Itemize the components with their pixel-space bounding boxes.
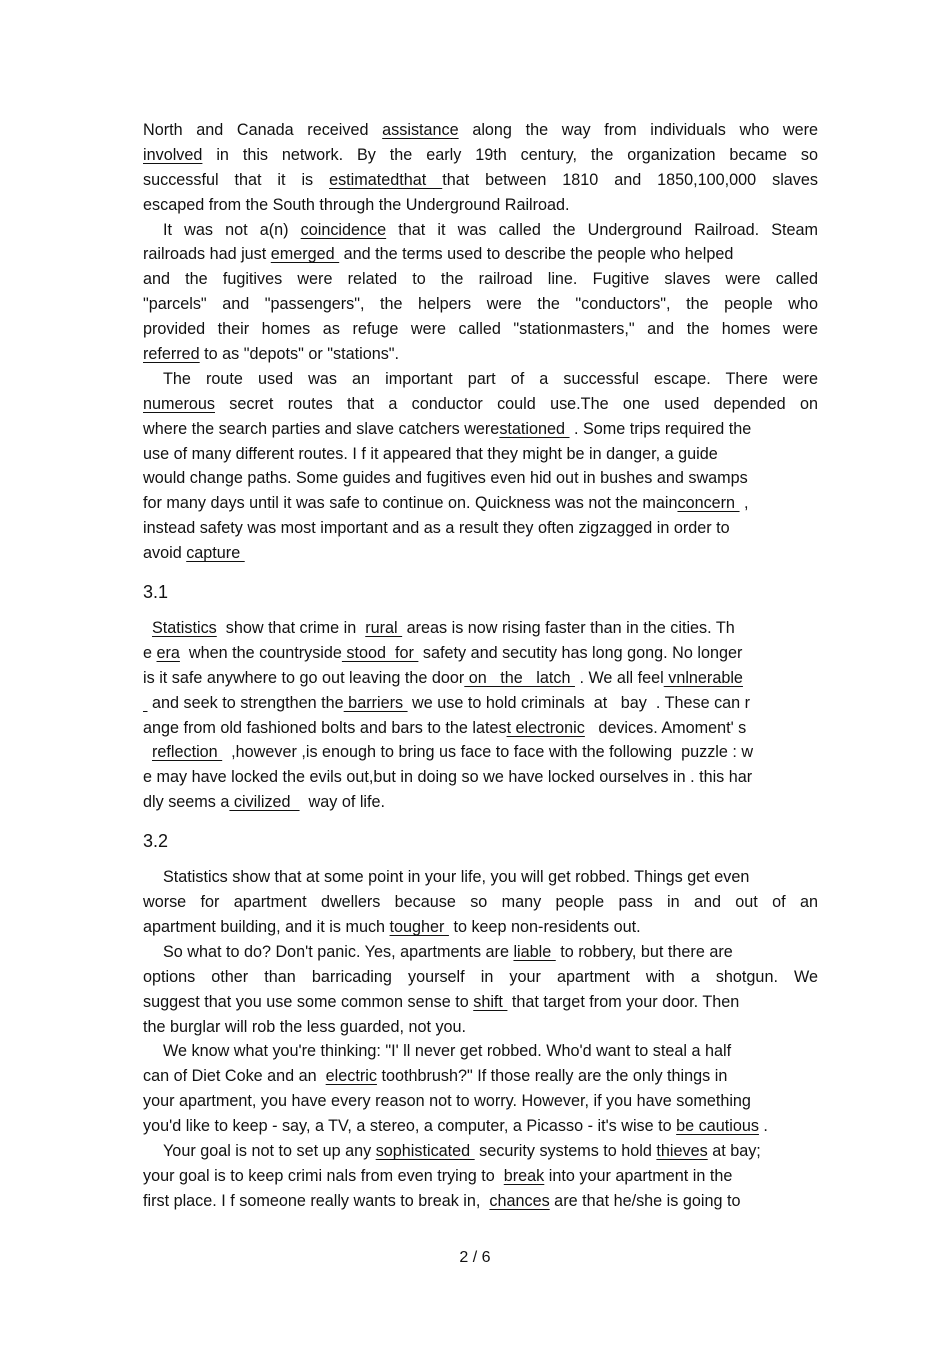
text-line [143,790,818,815]
underlined-answer: coincidence [300,220,387,239]
text-run: way of life. [299,793,386,812]
text-line [143,1114,818,1139]
underlined-answer: chances [489,1191,550,1210]
text-line [143,965,818,990]
underlined-answer: estimatedthat [329,170,443,189]
text-run: that target from your door. Then [507,992,740,1011]
text-run: options other than barricading yourself in your apartment with a shotgun. We [143,967,818,986]
text-run: to robbery, but there are [555,942,733,961]
text-run: ange from old fashioned bolts and bars to the lates [143,718,507,737]
underlined-answer: sophisticated [375,1141,475,1160]
text-line [143,417,818,442]
text-line [143,1164,818,1189]
text-run: can of Diet Coke and an [143,1067,326,1086]
text-run: security systems to hold [474,1141,657,1160]
underlined-answer: rural [365,619,403,638]
text-run: avoid [143,544,187,563]
text-line [143,491,818,516]
underlined-answer: referred [143,345,200,364]
text-run: toothbrush?" If those really are the only things in [376,1067,728,1086]
text-line [143,118,818,143]
underlined-answer: stood for [341,643,419,662]
text-line [143,666,818,691]
text-run: you'd like to keep - say, a TV, a stereo, a computer, a Picasso - it's wise to [143,1117,677,1136]
text-run: your goal is to keep crimi nals from even trying to [143,1166,504,1185]
text-run: your apartment, you have every reason not to worry. However, if you have something [143,1092,751,1111]
text-line [143,466,818,491]
text-line [143,1015,818,1040]
text-line [143,292,818,317]
text-line [143,1039,818,1064]
underlined-answer: be cautious [676,1117,759,1136]
text-line [143,691,818,716]
page-number: 2 / 6 [459,1249,491,1266]
text-line [143,740,818,765]
underlined-answer: liable [513,942,556,961]
text-run: devices. Amoment' s [584,718,747,737]
text-line [143,367,818,392]
text-run: It was not a(n) [163,220,301,239]
text-run: is it safe anywhere to go out leaving the door [143,668,465,687]
text-run: first place. I f someone really wants to break in, [143,1191,490,1210]
text-run: suggest that you use some common sense to [143,992,474,1011]
text-line [143,641,818,666]
underlined-answer: electric [325,1067,377,1086]
text-run: areas is now rising faster than in the cities. Th [402,619,735,638]
text-run: North and Canada received [143,121,383,139]
text-run: where the search parties and slave catchers were [143,419,500,438]
underlined-answer: vnlnerable [663,668,743,687]
text-run [143,619,152,637]
text-run: provided their homes as refuge were called "stationmasters," and the homes were [143,320,818,339]
text-run: The route used was an important part of a successful escape. There were [163,369,818,388]
text-run: are that he/she is going to [549,1191,741,1210]
text-run: along the way from individuals who were [458,121,818,139]
text-run: to as "depots" or "stations". [199,345,400,364]
text-run: and the terms used to describe the people who helped [339,245,734,264]
passage-3-2-apartment-robbery [143,865,818,1213]
text-line [143,193,818,218]
underlined-answer: civilized [229,793,300,812]
text-run: and the fugitives were related to the railroad line. Fugitive slaves were called [143,270,818,289]
text-run: Statistics show that at some point in your life, you will get robbed. Things get even [163,868,750,887]
underlined-answer: concern [677,494,740,513]
section-heading-3-2: 3.2 [143,831,169,852]
text-run: and seek to strengthen the [147,693,344,712]
text-line [143,516,818,541]
text-line [143,1189,818,1214]
underlined-answer: barriers [343,693,408,712]
underlined-answer: break [503,1166,545,1185]
text-line [143,317,818,342]
underlined-answer: thieves [656,1141,708,1160]
passage-3-1-rural-crime [143,616,818,815]
underlined-answer: shift [473,992,508,1011]
underlined-answer: Statistics [152,619,217,638]
text-line [143,915,818,940]
text-run: for many days until it was safe to continue on. Quickness was not the main [143,494,678,513]
text-run: worse for apartment dwellers because so many people pass in and out of an [143,893,818,912]
text-run: the burglar will rob the less guarded, not you. [143,1017,467,1036]
text-run: "parcels" and "passengers", the helpers were the "conductors", the people who [143,295,818,314]
text-run: . [758,1117,768,1136]
underlined-answer: involved [143,145,203,164]
text-line [143,168,818,193]
document-page [143,118,818,1214]
underlined-answer: assistance [382,121,459,139]
text-run: Your goal is not to set up any [163,1141,376,1160]
text-run: instead safety was most important and as a result they often zigzagged in order to [143,519,730,538]
text-run: e may have locked the evils out,but in doing so we have locked ourselves in . this har [143,768,753,787]
text-run: safety and secutity has long gong. No longer [418,643,743,662]
section-heading-3-1: 3.1 [143,582,169,603]
text-run: successful that it is [143,170,330,189]
text-line [143,865,818,890]
text-line [143,541,818,566]
underlined-answer: era [156,643,180,662]
text-run: we use to hold criminals at bay . These can r [407,693,751,712]
text-run: show that crime in [216,619,366,638]
text-run: So what to do? Don't panic. Yes, apartments are [163,942,514,961]
underlined-answer: reflection [152,743,223,762]
text-line [143,242,818,267]
text-run: apartment building, and it is much [143,917,390,936]
text-run: that it was called the Underground Railroad. Steam [386,220,819,239]
text-line [143,716,818,741]
passage-underground-railroad [143,118,818,566]
text-run: to keep non-residents out. [448,917,641,936]
text-line [143,1064,818,1089]
text-run: railroads had just [143,245,271,264]
text-run: e [143,643,157,662]
text-line [143,940,818,965]
underlined-answer: capture [186,544,245,563]
text-line [143,392,818,417]
text-run: would change paths. Some guides and fugitives even hid out in bushes and swamps [143,469,748,488]
text-line [143,342,818,367]
text-run: , [739,494,749,513]
text-run: into your apartment in the [544,1166,733,1185]
text-line [143,765,818,790]
text-line [143,890,818,915]
text-run: ,however ,is enough to bring us face to face with the following puzzle : w [222,743,754,762]
text-run: use of many different routes. I f it appeared that they might be in danger, a guide [143,444,718,463]
text-run: . We all feel [574,668,664,687]
text-run: dly seems a [143,793,230,812]
text-line [143,990,818,1015]
text-line [143,143,818,168]
text-line [143,616,818,641]
text-run: secret routes that a conductor could use.The one used depended on [214,394,818,413]
text-run [143,743,152,761]
underlined-answer: tougher [389,917,449,936]
underlined-answer: stationed [499,419,570,438]
underlined-answer: numerous [143,394,215,413]
text-run: in this network. By the early 19th century, the organization became so [202,145,818,164]
text-run: when the countryside [179,643,342,662]
text-line [143,218,818,243]
text-run: escaped from the South through the Underground Railroad. [143,195,570,214]
text-run: . Some trips required the [569,419,752,438]
underlined-answer: on the latch [464,668,575,687]
underlined-answer: t electronic [506,718,585,737]
text-line [143,442,818,467]
underlined-answer: emerged [270,245,340,264]
text-run: that between 1810 and 1850,100,000 slaves [442,170,818,189]
text-run: We know what you're thinking: "I' ll never get robbed. Who'd want to steal a half [163,1042,732,1061]
text-run: at bay; [707,1141,761,1160]
text-line [143,267,818,292]
text-line [143,1139,818,1164]
text-line [143,1089,818,1114]
